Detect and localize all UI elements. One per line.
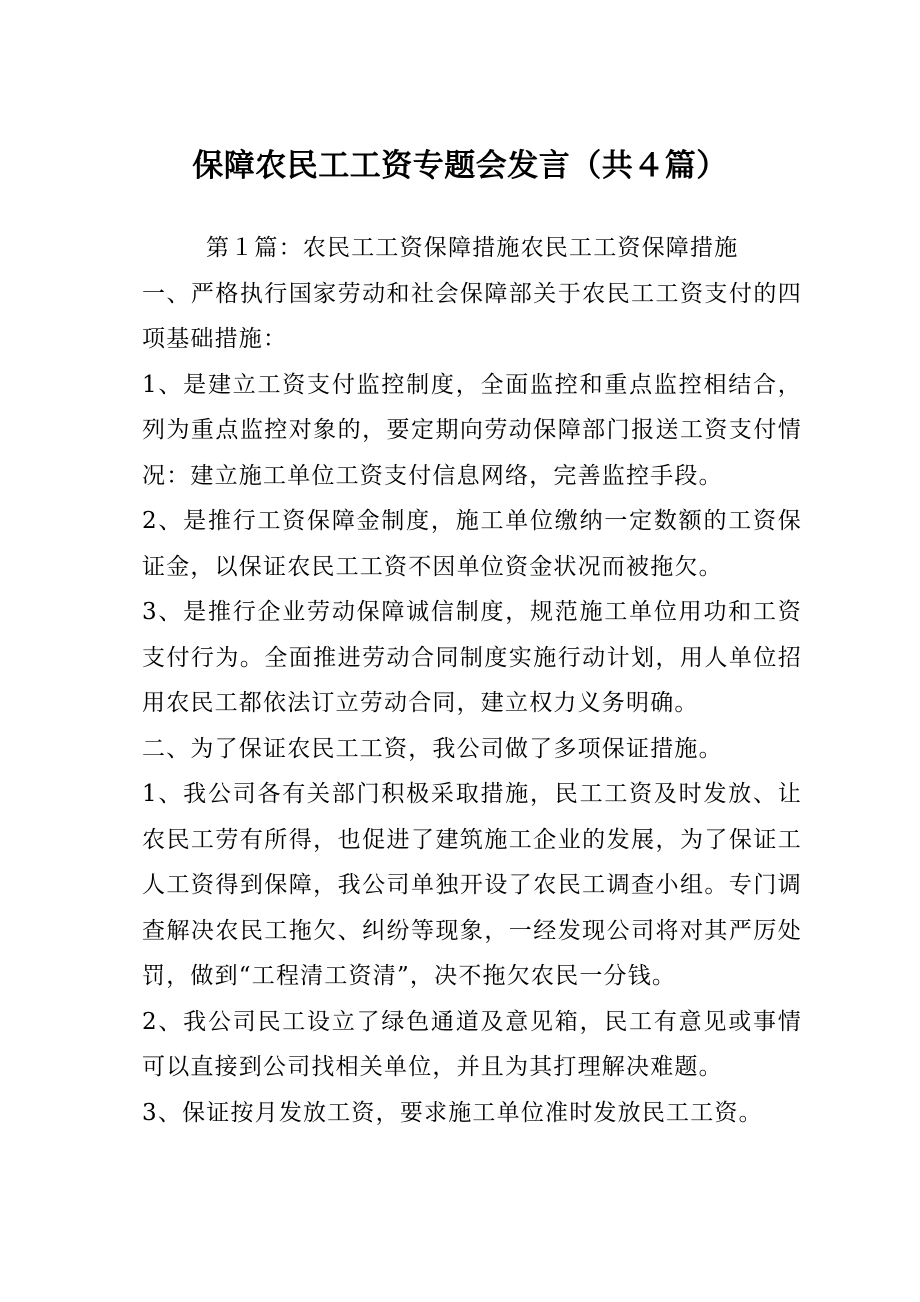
document-body [142,226,802,1136]
document-title: 保障农民工工资专题会发言（共４篇） [192,148,728,184]
paragraph-heading-2: 二、为了保证农民工工资，我公司做了多项保证措施。 [142,735,723,762]
paragraph: 2、我公司民工设立了绿色通道及意见箱，民工有意见或事情可以直接到公司找相关单位，并且为其打理解决难题。 [142,1008,802,1080]
paragraph: 3、是推行企业劳动保障诚信制度，规范施工单位用功和工资支付行为。全面推进劳动合同制度实施行动计划，用人单位招用农民工都依法订立劳动合同，建立权力义务明确。 [142,599,802,716]
section-subtitle: 第１篇：农民工工资保障措施农民工工资保障措施 [206,235,739,261]
paragraph: 1、是建立工资支付监控制度，全面监控和重点监控相结合，列为重点监控对象的，要定期向劳动保障部门报送工资支付情况：建立施工单位工资支付信息网络，完善监控手段。 [142,371,802,489]
paragraph: 2、是推行工资保障金制度，施工单位缴纳一定数额的工资保证金，以保证农民工工资不因单位资金状况而被拖欠。 [142,508,802,580]
paragraph-heading-1: 一、严格执行国家劳动和社会保障部关于农民工工资支付的四项基础措施： [142,280,802,352]
paragraph: 3、保证按月发放工资，要求施工单位准时发放民工工资。 [142,1099,763,1126]
paragraph: 1、我公司各有关部门积极采取措施，民工工资及时发放、让农民工劳有所得，也促进了建筑施工企业的发展，为了保证工人工资得到保障，我公司单独开设了农民工调查小组。专门调查解决农民工拖欠、纠纷等现象，一经发现公司将对其严厉处罚，做到“工程清工资清”，决不拖欠农民一分钱。 [142,781,802,989]
